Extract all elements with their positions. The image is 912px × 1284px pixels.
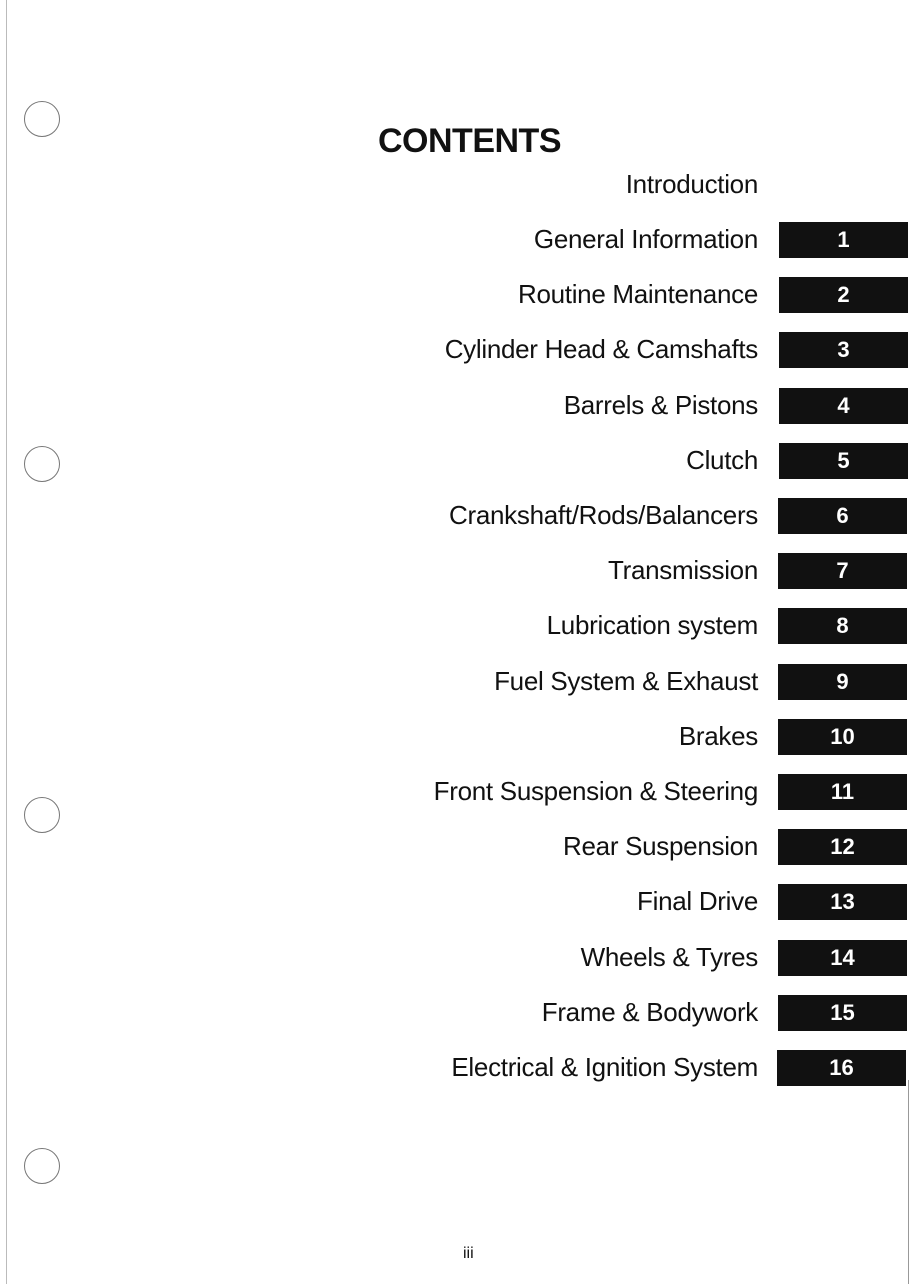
punch-hole-icon [24, 446, 60, 482]
chapter-tab[interactable]: 11 [778, 774, 907, 810]
punch-hole-icon [24, 101, 60, 137]
chapter-tab[interactable]: 7 [778, 553, 907, 589]
toc-entry[interactable]: Frame & Bodywork [541, 996, 758, 1027]
toc-entry[interactable]: Fuel System & Exhaust [494, 665, 758, 696]
punch-hole-icon [24, 1148, 60, 1184]
toc-entry[interactable]: Crankshaft/Rods/Balancers [449, 500, 758, 530]
toc-entry[interactable]: Clutch [686, 444, 758, 475]
chapter-tab[interactable]: 9 [778, 664, 907, 700]
toc-entry[interactable]: Wheels & Tyres [580, 941, 758, 972]
punch-hole-icon [24, 797, 60, 833]
chapter-tab[interactable]: 3 [779, 332, 908, 368]
toc-entry[interactable]: Brakes [678, 720, 758, 751]
chapter-tab[interactable]: 2 [779, 277, 908, 313]
chapter-tab[interactable]: 6 [778, 498, 907, 534]
chapter-tab[interactable]: 5 [779, 443, 908, 479]
toc-entry[interactable]: Routine Maintenance [517, 279, 758, 310]
chapter-tab[interactable]: 13 [778, 884, 907, 920]
chapter-tab[interactable]: 8 [778, 608, 907, 644]
chapter-tab[interactable]: 4 [779, 388, 908, 424]
chapter-tab[interactable]: 14 [778, 940, 907, 976]
toc-entry[interactable]: Barrels & Pistons [563, 389, 758, 420]
chapter-tab[interactable]: 16 [777, 1050, 906, 1086]
page-edge-right [908, 1080, 909, 1284]
toc-entry[interactable]: General Information [533, 224, 758, 254]
page-title: CONTENTS [378, 122, 561, 160]
toc-entry[interactable]: Cylinder Head & Camshafts [444, 334, 758, 365]
chapter-tab[interactable]: 1 [779, 222, 908, 258]
chapter-tab[interactable]: 15 [778, 995, 907, 1031]
page-number: iii [463, 1245, 474, 1262]
chapter-tab[interactable]: 10 [778, 719, 907, 755]
chapter-tab[interactable]: 12 [778, 829, 907, 865]
toc-entry[interactable]: Transmission [607, 555, 758, 586]
toc-entry[interactable]: Rear Suspension [563, 831, 758, 862]
toc-introduction[interactable]: Introduction [625, 169, 758, 199]
page-edge [6, 0, 7, 1284]
toc-entry[interactable]: Final Drive [637, 886, 758, 917]
toc-entry[interactable]: Front Suspension & Steering [433, 776, 758, 806]
toc-entry[interactable]: Lubrication system [546, 610, 758, 641]
toc-entry[interactable]: Electrical & Ignition System [451, 1052, 758, 1082]
